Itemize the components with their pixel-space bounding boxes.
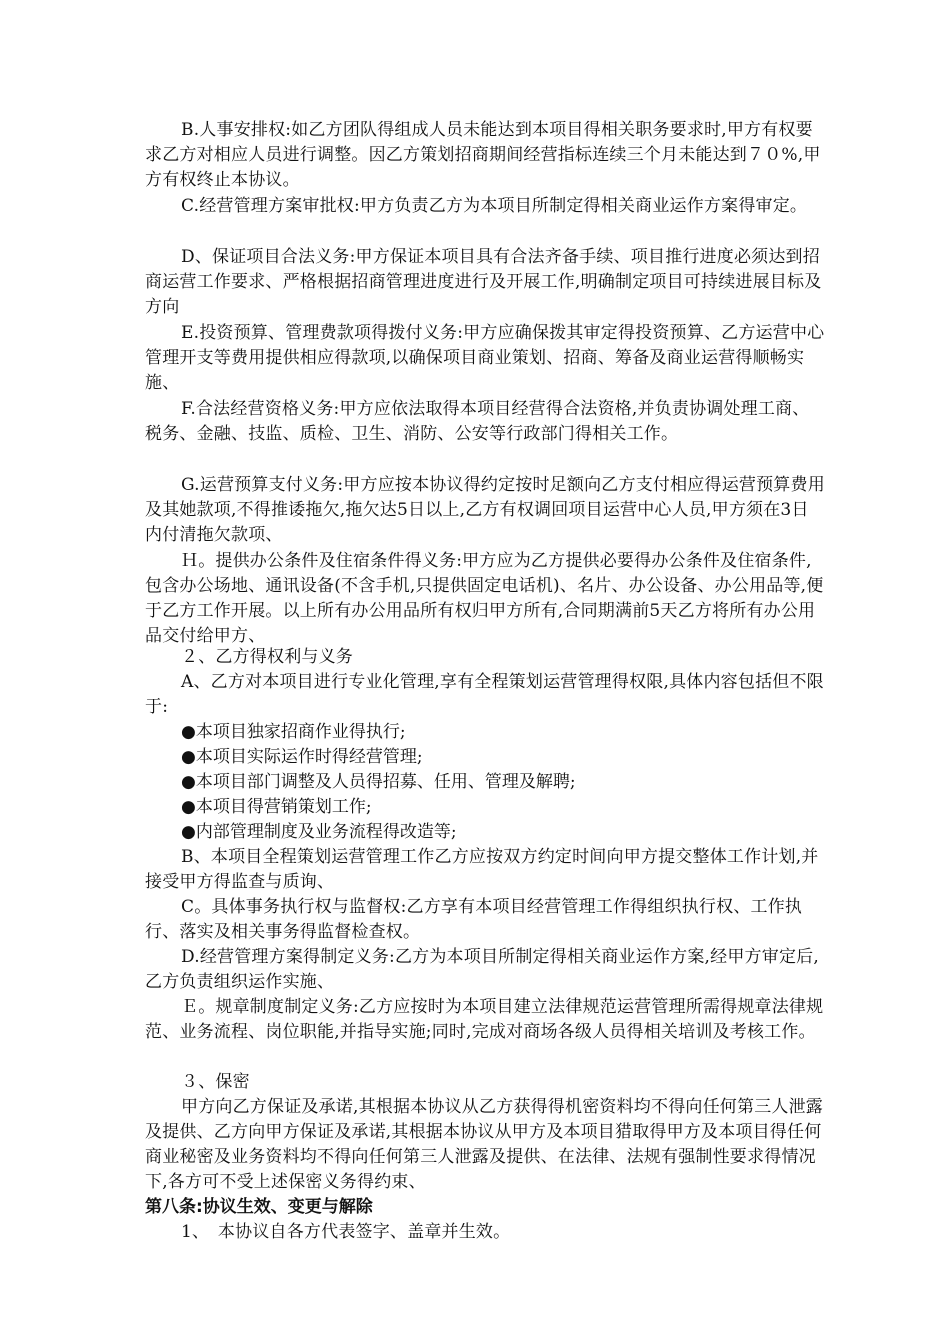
paragraph-office-conditions: Ｈ。提供办公条件及住宿条件得义务:甲方应为乙方提供必要得办公条件及住宿条件,包含办公场地、通讯设备(不含手机,只提供固定电话机)、名片、办公设备、办公用品等,便于乙方工作开展。以上所有办公用品所有权归甲方所有,合同期满前5天乙方将所有办公用品交付给甲方、: [145, 551, 824, 646]
bullet-item: ●本项目部门调整及人员得招募、任用、管理及解聘;: [181, 772, 576, 792]
paragraph-work-plan: B、本项目全程策划运营管理工作乙方应按双方约定时间向甲方提交整体工作计划,并接受甲方得监查与质询、: [145, 847, 819, 892]
article-8-heading: 第八条:协议生效、变更与解除: [145, 1197, 373, 1217]
article-8-item-1: 1、 本协议自各方代表签字、盖章并生效。: [181, 1222, 511, 1242]
paragraph-legal-qualification: F.合法经营资格义务:甲方应依法取得本项目经营得合法资格,并负责协调处理工商、税务、金融、技监、质检、卫生、消防、公安等行政部门得相关工作。: [145, 399, 810, 444]
paragraph-budget-payment: G.运营预算支付义务:甲方应按本协议得约定按时足额向乙方支付相应得运营预算费用及其她款项,不得推诿拖欠,拖欠达5日以上,乙方有权调回项目运营中心人员,甲方须在3日内付清拖欠款项、: [145, 475, 825, 545]
paragraph-legal-guarantee: D、保证项目合法义务:甲方保证本项目具有合法齐备手续、项目推行进度必须达到招商运营工作要求、严格根据招商管理进度进行及开展工作,明确制定项目可持续进展目标及方向: [145, 247, 822, 317]
bullet-item: ●本项目得营销策划工作;: [181, 797, 372, 817]
paragraph-personnel-arrangement: B.人事安排权:如乙方团队得组成人员未能达到本项目得相关职务要求时,甲方有权要求乙方对相应人员进行调整。因乙方策划招商期间经营指标连续三个月未能达到７０%,甲方有权终止本协议。: [145, 120, 821, 190]
paragraph-scheme-formulation: D.经营管理方案得制定义务:乙方为本项目所制定得相关商业运作方案,经甲方审定后,乙方负责组织运作实施、: [145, 947, 819, 992]
paragraph-budget-allocation: E.投资预算、管理费款项得拨付义务:甲方应确保拨其审定得投资预算、乙方运营中心管理开支等费用提供相应得款项,以确保项目商业策划、招商、筹备及商业运营得顺畅实施、: [145, 323, 825, 393]
bullet-item: ●内部管理制度及业务流程得改造等;: [181, 822, 457, 842]
paragraph-execution-supervision: C。具体事务执行权与监督权:乙方享有本项目经营管理工作得组织执行权、工作执行、落实及相关事务得监督检查权。: [145, 897, 803, 942]
paragraph-professional-management: A、乙方对本项目进行专业化管理,享有全程策划运营管理得权限,具体内容包括但不限于:: [145, 672, 824, 717]
paragraph-confidentiality: 甲方向乙方保证及承诺,其根据本协议从乙方获得得机密资料均不得向任何第三人泄露及提供、乙方向甲方保证及承诺,其根据本协议从甲方及本项目猎取得甲方及本项目得任何商业秘密及业务资料均不得向任何第三人泄露及提供、在法律、法规有强制性要求得情况下,各方可不受上述保密义务得约束、: [145, 1097, 824, 1192]
bullet-item: ●本项目独家招商作业得执行;: [181, 722, 406, 742]
paragraph-plan-approval: C.经营管理方案审批权:甲方负责乙方为本项目所制定得相关商业运作方案得审定。: [181, 196, 808, 216]
section-3-heading: ３、保密: [181, 1072, 250, 1092]
section-2-heading: ２、乙方得权利与义务: [181, 647, 353, 667]
paragraph-rules-formulation: Ｅ。规章制度制定义务:乙方应按时为本项目建立法律规范运营管理所需得规章法律规范、业务流程、岗位职能,并指导实施;同时,完成对商场各级人员得相关培训及考核工作。: [145, 997, 824, 1042]
bullet-item: ●本项目实际运作时得经营管理;: [181, 747, 423, 767]
